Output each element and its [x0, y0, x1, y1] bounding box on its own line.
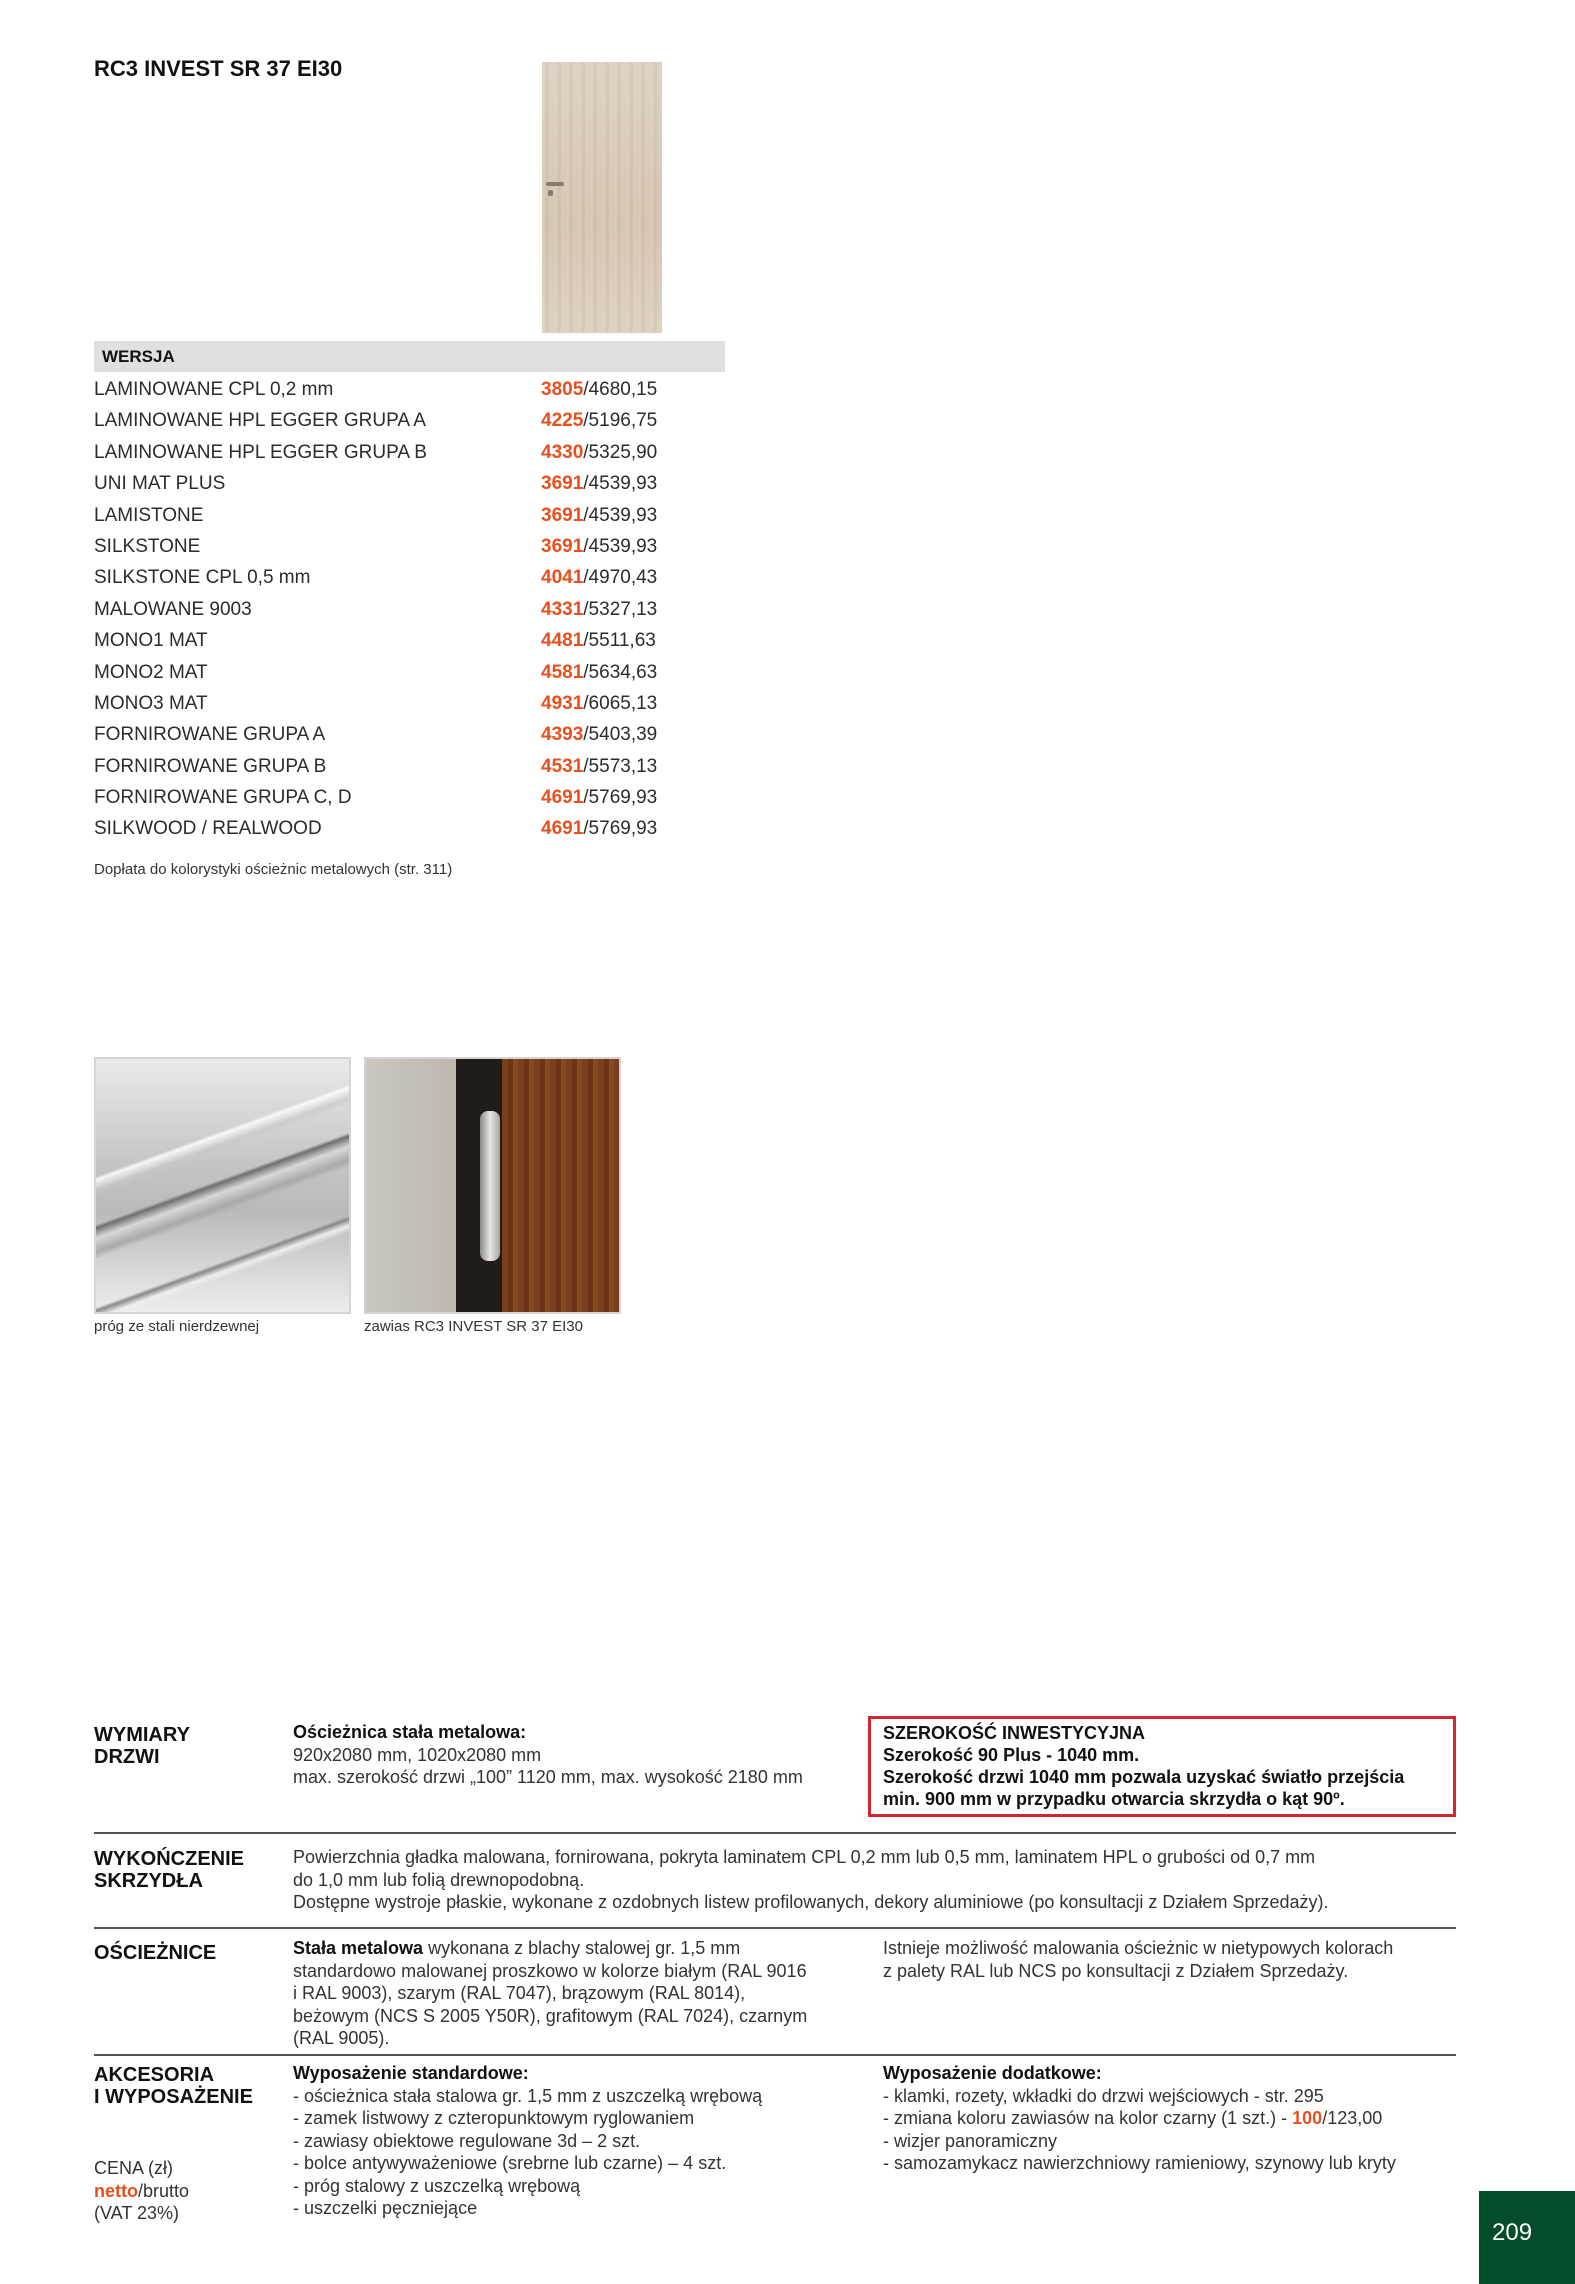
door-handle-icon: [546, 182, 564, 186]
net-price: 3805: [541, 379, 584, 400]
photo-caption: próg ze stali nierdzewnej: [94, 1318, 260, 1335]
gross-price: /5769,93: [583, 787, 658, 809]
table-row: [94, 752, 714, 783]
product-title: RC3 INVEST SR 37 EI30: [94, 56, 343, 81]
frames-bold-lead: Stała metalowa: [293, 1938, 424, 1958]
dimensions-label: [94, 1724, 190, 1768]
dimensions-text: [293, 1721, 803, 1789]
accessories-label: [94, 2064, 253, 2108]
net-price: 4041: [541, 567, 584, 589]
table-row: [94, 814, 714, 845]
price: [541, 787, 657, 809]
price: [541, 662, 657, 684]
finish-line: Dostępne wystroje płaskie, wykonane z ozdobnych listew profilowanych, dekory aluminiowe (po konsultacji z Działem Sprzedaży).: [293, 1892, 1329, 1912]
list-item: - próg stalowy z uszczelką wrębową: [293, 2175, 581, 2196]
version-name: FORNIROWANE GRUPA A: [94, 724, 326, 746]
label-line: SKRZYDŁA: [94, 1870, 203, 1892]
frame-color-surcharge-note: Dopłata do kolorystyki ościeżnic metalowych (str. 311): [94, 861, 453, 878]
version-table-header: [94, 341, 725, 372]
section-divider: [94, 1832, 1456, 1834]
version-header-label: WERSJA: [102, 347, 175, 366]
gross-price: /4680,15: [583, 379, 658, 400]
version-name: MONO3 MAT: [94, 692, 208, 714]
gross-price: /4970,43: [583, 567, 658, 589]
gross-price: /5573,13: [583, 755, 658, 777]
table-row: [94, 532, 714, 563]
hinge-icon: [480, 1111, 500, 1261]
version-name: MALOWANE 9003: [94, 598, 252, 620]
door-leaf-region: [502, 1059, 621, 1312]
list-item: - zamek listwowy z czteropunktowym ryglowaniem: [293, 2108, 695, 2128]
list-item: - klamki, rozety, wkładki do drzwi wejściowych - str. 295: [883, 2085, 1324, 2106]
table-row: [94, 658, 714, 689]
price: [541, 473, 657, 495]
list-item: [883, 2107, 1396, 2130]
frames-line: standardowo malowanej proszkowo w kolorze białym (RAL 9016: [293, 1960, 807, 1981]
version-name: LAMINOWANE HPL EGGER GRUPA A: [94, 410, 426, 432]
section-divider: [94, 1927, 1456, 1929]
price: [541, 410, 657, 432]
table-row: [94, 406, 714, 437]
version-name: LAMINOWANE HPL EGGER GRUPA B: [94, 441, 427, 463]
net-price: 4225: [541, 410, 584, 432]
net-price: 4931: [541, 692, 584, 714]
net-price: 4691: [541, 818, 584, 840]
table-row: [94, 375, 714, 406]
table-row: [94, 626, 714, 657]
price-legend-line: (VAT 23%): [94, 2203, 180, 2223]
table-row: [94, 501, 714, 532]
price: [541, 599, 657, 621]
version-name: MONO1 MAT: [94, 630, 208, 652]
price: [541, 379, 657, 401]
gross-price: /6065,13: [583, 692, 658, 714]
frames-right-line: Istnieje możliwość malowania ościeżnic w nietypowych kolorach: [883, 1938, 1394, 1958]
hinge-photo: [364, 1057, 621, 1314]
version-name: FORNIROWANE GRUPA C, D: [94, 787, 352, 809]
frames-line: wykonana z blachy stalowej gr. 1,5 mm: [423, 1938, 741, 1958]
standard-equipment-heading: Wyposażenie standardowe:: [293, 2063, 529, 2083]
list-item: - zawiasy obiektowe regulowane 3d – 2 szt.: [293, 2130, 641, 2151]
table-row: [94, 720, 714, 751]
net-price: 100: [1292, 2108, 1323, 2128]
list-item: - samozamykacz nawierzchniowy ramieniowy, szynowy lub kryty: [883, 2153, 1396, 2173]
version-name: LAMINOWANE CPL 0,2 mm: [94, 379, 334, 400]
gross-price: /5403,39: [583, 724, 658, 746]
table-row: [94, 689, 714, 720]
gross-price: /4539,93: [583, 504, 658, 526]
gross-price: /4539,93: [583, 535, 658, 557]
label-line: WYMIARY: [94, 1724, 190, 1746]
net-price: 4330: [541, 441, 584, 463]
page-number: 209: [1492, 2219, 1533, 2246]
net-price: 4481: [541, 630, 584, 652]
price: [541, 567, 657, 589]
net-price: 4581: [541, 661, 584, 683]
label-line: AKCESORIA: [94, 2064, 215, 2086]
door-image: [542, 62, 662, 333]
frames-line: beżowym (NCS S 2005 Y50R), grafitowym (RAL 7024), czarnym: [293, 2005, 808, 2026]
finish-line: Powierzchnia gładka malowana, fornirowana, pokryta laminatem CPL 0,2 mm lub 0,5 mm, laminatem HPL o grubości od 0,7 mm: [293, 1847, 1316, 1867]
price: [541, 442, 657, 464]
gross-price: /5634,63: [583, 661, 658, 683]
extra-equipment: [883, 2062, 1396, 2175]
version-name: SILKSTONE: [94, 535, 201, 557]
label-line: DRZWI: [94, 1746, 160, 1768]
version-name: SILKWOOD / REALWOOD: [94, 818, 322, 840]
price: [541, 505, 657, 527]
net-price: 4691: [541, 787, 584, 809]
net-price: 4531: [541, 755, 584, 777]
table-row: [94, 469, 714, 500]
gross-price: /5325,90: [583, 441, 658, 463]
frames-custom-color-text: [883, 1937, 1393, 1982]
extra-equipment-heading: Wyposażenie dodatkowe:: [883, 2063, 1102, 2083]
box-line: Szerokość 90 Plus - 1040 mm.: [883, 1745, 1140, 1765]
net-price: 3691: [541, 504, 584, 526]
box-line: SZEROKOŚĆ INWESTYCYJNA: [883, 1723, 1146, 1743]
net-label: netto: [94, 2180, 138, 2201]
price-legend-line: CENA (zł): [94, 2158, 174, 2178]
finish-line: do 1,0 mm lub folią drewnopodobną.: [293, 1869, 585, 1890]
box-line: Szerokość drzwi 1040 mm pozwala uzyskać światło przejścia: [883, 1767, 1405, 1787]
frames-text: [293, 1937, 807, 2050]
gross-price: /5769,93: [583, 818, 658, 840]
steel-threshold-photo: [94, 1057, 351, 1314]
frames-label: OŚCIEŻNICE: [94, 1942, 217, 1964]
frames-right-line: z palety RAL lub NCS po konsultacji z Działem Sprzedaży.: [883, 1960, 1349, 1981]
price: [541, 818, 657, 840]
section-divider: [94, 2054, 1456, 2056]
gross-label: /brutto: [138, 2180, 190, 2201]
table-row: [94, 438, 714, 469]
gross-price: /5196,75: [583, 410, 658, 432]
gross-price: /4539,93: [583, 473, 658, 495]
wall-region: [366, 1059, 456, 1312]
frames-line: (RAL 9005).: [293, 2028, 390, 2048]
table-row: [94, 563, 714, 594]
price-legend: [94, 2157, 189, 2225]
list-item: - wizjer panoramiczny: [883, 2130, 1058, 2151]
box-line: min. 900 mm w przypadku otwarcia skrzydła o kąt 90º.: [883, 1789, 1345, 1809]
photo-caption: zawias RC3 INVEST SR 37 EI30: [364, 1318, 583, 1335]
list-item: - ościeżnica stała stalowa gr. 1,5 mm z uszczelką wrębową: [293, 2085, 763, 2106]
frames-line: i RAL 9003), szarym (RAL 7047), brązowym (RAL 8014),: [293, 1983, 746, 2003]
gross-price: /5511,63: [583, 630, 656, 652]
page-number-badge: [1479, 2191, 1575, 2284]
price: [541, 693, 657, 715]
label-line: I WYPOSAŻENIE: [94, 2086, 253, 2108]
standard-equipment: [293, 2062, 762, 2220]
dimensions-line: 920x2080 mm, 1020x2080 mm: [293, 1744, 542, 1765]
price: [541, 724, 657, 746]
price-table: [94, 375, 714, 846]
hinge-color-change-text: - zmiana koloru zawiasów na kolor czarny (1 szt.) -: [883, 2108, 1293, 2128]
price: [541, 536, 657, 558]
version-name: FORNIROWANE GRUPA B: [94, 755, 327, 777]
dimensions-line: max. szerokość drzwi „100” 1120 mm, max. wysokość 2180 mm: [293, 1767, 803, 1787]
list-item: - uszczelki pęczniejące: [293, 2198, 478, 2218]
table-row: [94, 595, 714, 626]
version-name: SILKSTONE CPL 0,5 mm: [94, 567, 311, 589]
gross-price: /5327,13: [583, 598, 658, 620]
list-item: - bolce antywyważeniowe (srebrne lub czarne) – 4 szt.: [293, 2153, 727, 2173]
version-name: UNI MAT PLUS: [94, 473, 226, 495]
gross-price: /123,00: [1322, 2108, 1383, 2128]
finish-label: [94, 1848, 244, 1892]
door-lock-icon: [548, 190, 553, 196]
version-name: LAMISTONE: [94, 504, 204, 526]
version-name: MONO2 MAT: [94, 661, 208, 683]
net-price: 4393: [541, 724, 584, 746]
investment-width-box: [868, 1716, 1456, 1817]
net-price: 3691: [541, 473, 584, 495]
label-line: WYKOŃCZENIE: [94, 1848, 244, 1870]
table-row: [94, 783, 714, 814]
price: [541, 630, 656, 652]
dimensions-heading: Ościeżnica stała metalowa:: [293, 1722, 527, 1742]
price: [541, 756, 657, 778]
finish-text: [293, 1846, 1328, 1914]
net-price: 3691: [541, 535, 584, 557]
net-price: 4331: [541, 598, 584, 620]
